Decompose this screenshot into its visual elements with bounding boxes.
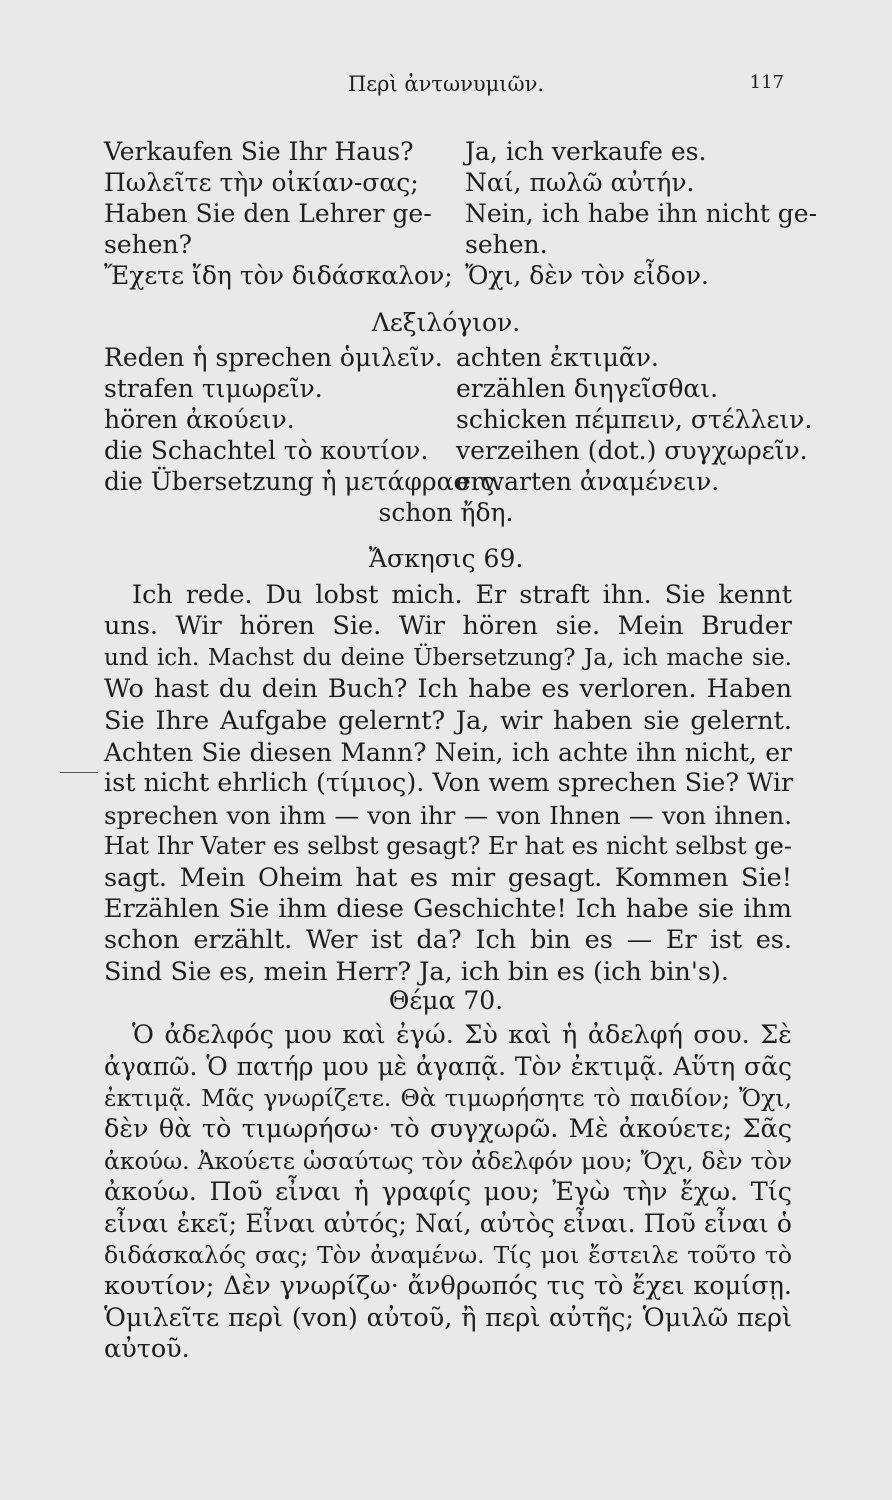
paragraph-line: εἶναι ἐκεῖ; Εἶναι αὐτός; Ναί, αὐτὸς εἶναι. Ποῦ εἶναι ὁ xyxy=(104,1209,792,1239)
paragraph-line: αὐτοῦ. xyxy=(104,1334,190,1365)
vocab-right-line: erwarten ἀναμένειν. xyxy=(456,467,720,496)
paragraph-line: sprechen von ihm — von ihr — von Ihnen — von ihnen. xyxy=(104,800,792,830)
paragraph-line: uns. Wir hören Sie. Wir hören sie. Mein Bruder xyxy=(104,611,792,642)
running-title: Περὶ ἀντωνυμιῶν. xyxy=(347,72,545,96)
vocab-left-line: hören ἀκούειν. xyxy=(104,405,295,434)
paragraph-line: ἀκούω. Ἀκούετε ὡσαύτως τὸν ἀδελφόν μου; Ὄχι, δὲν τὸν xyxy=(104,1146,792,1175)
dialogue-right-line: Ναί, πωλῶ αὐτήν. xyxy=(465,168,695,197)
dialogue-right-line: Ὄχι, δὲν τὸν εἶδον. xyxy=(465,261,709,290)
dialogue-right-line: Nein, ich habe ihn nicht ge- xyxy=(465,199,818,228)
vocab-right-line: erzählen διηγεῖσθαι. xyxy=(456,374,719,403)
paragraph-line: διδάσκαλός σας; Τὸν ἀναμένω. Τίς μοι ἔστειλε τοῦτο τὸ xyxy=(104,1240,792,1269)
lexilogion-heading: Λεξιλόγιον. xyxy=(371,308,521,337)
paragraph-line: Wo hast du dein Buch? Ich habe es verloren. Haben xyxy=(104,674,792,705)
paragraph-line: Sie Ihre Aufgabe gelernt? Ja, wir haben sie gelernt. xyxy=(104,705,792,736)
vocab-right-line: achten ἐκτιμᾶν. xyxy=(456,343,659,372)
dialogue-left-line: Verkaufen Sie Ihr Haus? xyxy=(104,137,414,166)
paragraph-line: κουτίον; Δὲν γνωρίζω· ἄνθρωπός τις τὸ ἔχει κομίσῃ. xyxy=(104,1271,792,1302)
dialogue-left-line: Ἔχετε ἴδη τὸν διδάσκαλον; xyxy=(104,261,453,290)
paragraph-line: Ich rede. Du lobst mich. Er straft ihn. Sie kennt xyxy=(132,580,792,610)
paragraph-line: Ὁ ἀδελφός μου καὶ ἐγώ. Σὺ καὶ ἡ ἀδελφή σου. Σὲ xyxy=(132,1020,792,1050)
paragraph-line: Ὁμιλεῖτε περὶ (von) αὐτοῦ, ἢ περὶ αὐτῆς; Ὁμιλῶ περὶ xyxy=(104,1302,792,1333)
thema-heading: Θέμα 70. xyxy=(388,986,504,1015)
dialogue-right-line: Ja, ich verkaufe es. xyxy=(465,137,707,166)
dialogue-left-line: sehen? xyxy=(104,230,193,259)
vocab-left-line: strafen τιμωρεῖν. xyxy=(104,374,323,403)
paragraph-line: Erzählen Sie ihm diese Geschichte! Ich habe sie ihm xyxy=(104,894,792,925)
vocab-last-line: schon ἤδη. xyxy=(378,498,514,527)
vocab-right-line: verzeihen (dot.) συγχωρεῖν. xyxy=(456,436,808,465)
paragraph-line: Achten Sie diesen Mann? Nein, ich achte ihn nicht, er xyxy=(104,738,792,768)
paragraph-line: Sind Sie es, mein Herr? Ja, ich bin es (ich bin's). xyxy=(104,956,729,987)
vocab-left-line: die Übersetzung ἡ μετάφρασις. xyxy=(104,467,503,496)
paragraph-line: sagt. Mein Oheim hat es mir gesagt. Kommen Sie! xyxy=(104,862,792,893)
dialogue-left-line: Haben Sie den Lehrer ge- xyxy=(104,199,432,228)
page-number: 117 xyxy=(749,72,784,93)
margin-mark xyxy=(60,772,98,773)
paragraph-line: und ich. Machst du deine Übersetzung? Ja, ich mache sie. xyxy=(104,644,792,671)
dialogue-right-line: sehen. xyxy=(465,230,548,259)
vocab-left-line: Reden ἡ sprechen ὁμιλεῖν. xyxy=(104,343,443,372)
askesis-paragraph xyxy=(104,580,792,988)
paragraph-line: ἀγαπῶ. Ὁ πατήρ μου μὲ ἀγαπᾷ. Τὸν ἐκτιμᾷ. Αὕτη σᾶς xyxy=(104,1052,792,1082)
paragraph-line: ist nicht ehrlich (τίμιος). Von wem sprechen Sie? Wir xyxy=(104,768,794,799)
paragraph-line: schon erzählt. Wer ist da? Ich bin es — Er ist es. xyxy=(104,925,792,956)
askesis-heading: Ἄσκησις 69. xyxy=(368,544,524,573)
thema-paragraph xyxy=(104,1020,792,1365)
vocab-right-line: schicken πέμπειν, στέλλειν. xyxy=(456,405,813,434)
vocab-left-line: die Schachtel τὸ κουτίον. xyxy=(104,436,429,465)
paragraph-line: Hat Ihr Vater es selbst gesagt? Er hat es nicht selbst ge- xyxy=(104,832,792,861)
paragraph-line: ἐκτιμᾷ. Μᾶς γνωρίζετε. Θὰ τιμωρήσητε τὸ παιδίον; Ὄχι, xyxy=(104,1083,792,1112)
page-header xyxy=(0,72,892,100)
dialogue-left-line: Πωλεῖτε τὴν οἰκίαν-σας; xyxy=(104,168,419,197)
paragraph-line: ἀκούω. Ποῦ εἶναι ἡ γραφίς μου; Ἐγὼ τὴν ἔχω. Τίς xyxy=(104,1177,792,1208)
paragraph-line: δὲν θὰ τὸ τιμωρήσω· τὸ συγχωρῶ. Μὲ ἀκούετε; Σᾶς xyxy=(104,1114,792,1145)
